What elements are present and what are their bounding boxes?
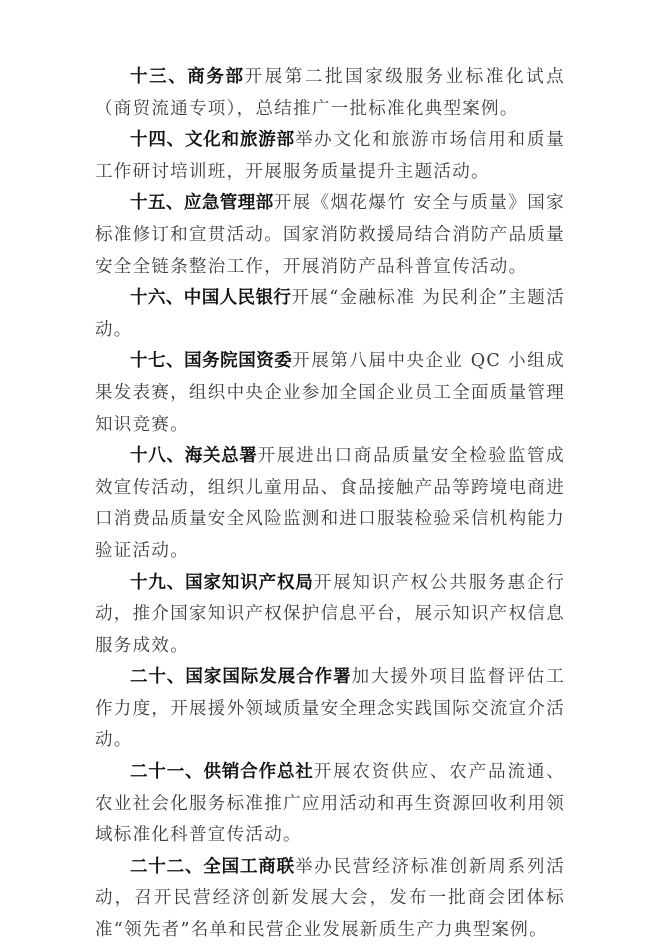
paragraph-20 [95,662,565,757]
paragraph-21 [95,757,565,852]
department-heading: 十八、海关总署 [130,446,258,467]
paragraph-text: 开展第八届中央企业 QC 小组成果发表赛，组织中央企业参加全国企业员工全面质量管理知识竞赛。 [95,351,565,435]
department-heading: 十三、商务部 [130,67,245,87]
department-heading: 二十一、供销合作总社 [130,762,314,783]
paragraph-text: 加大援外项目监督评估工作力度，开展援外领域质量安全理念实践国际交流宣介活动。 [95,667,565,751]
paragraph-19 [95,568,565,663]
department-heading: 十七、国务院国资委 [130,351,293,372]
paragraph-16 [95,283,565,346]
department-heading: 十四、文化和旅游部 [130,130,295,151]
paragraph-text: 举办文化和旅游市场信用和质量工作研讨培训班，开展服务质量提升主题活动。 [95,130,566,182]
paragraph-22 [95,852,565,947]
paragraph-text: 开展知识产权公共服务惠企行动，推介国家知识产权保护信息平台，展示知识产权信息服务成效。 [95,572,566,656]
document-page [95,62,565,947]
paragraph-text: 举办民营经济标准创新周系列活动，召开民营经济创新发展大会，发布一批商会团体标准“领先者”名单和民营企业发展新质生产力典型案例。 [95,856,566,941]
department-heading: 十六、中国人民银行 [130,288,292,309]
paragraph-text: 开展《烟花爆竹 安全与质量》国家标准修订和宣贯活动。国家消防救援局结合消防产品质量安全全链条整治工作，开展消防产品科普宣传活动。 [95,193,565,277]
paragraph-14 [95,125,565,188]
paragraph-18 [95,441,565,567]
paragraph-15 [95,188,565,283]
paragraph-text: 开展进出口商品质量安全检验监管成效宣传活动，组织儿童用品、食品接触产品等跨境电商进口消费品质量安全风险监测和进口服装检验采信机构能力验证活动。 [95,446,565,561]
paragraph-text: 开展第二批国家级服务业标准化试点（商贸流通专项），总结推广一批标准化典型案例。 [95,67,565,119]
paragraph-text: 开展“金融标准 为民利企”主题活动。 [95,288,565,340]
paragraph-17 [95,346,565,441]
department-heading: 十九、国家知识产权局 [130,572,314,593]
department-heading: 二十二、全国工商联 [130,856,295,877]
department-heading: 二十、国家国际发展合作署 [130,667,352,688]
paragraph-13 [95,62,565,125]
department-heading: 十五、应急管理部 [130,193,274,214]
paragraph-text: 开展农资供应、农产品流通、农业社会化服务标准推广应用活动和再生资源回收利用领域标准化科普宣传活动。 [95,762,566,846]
